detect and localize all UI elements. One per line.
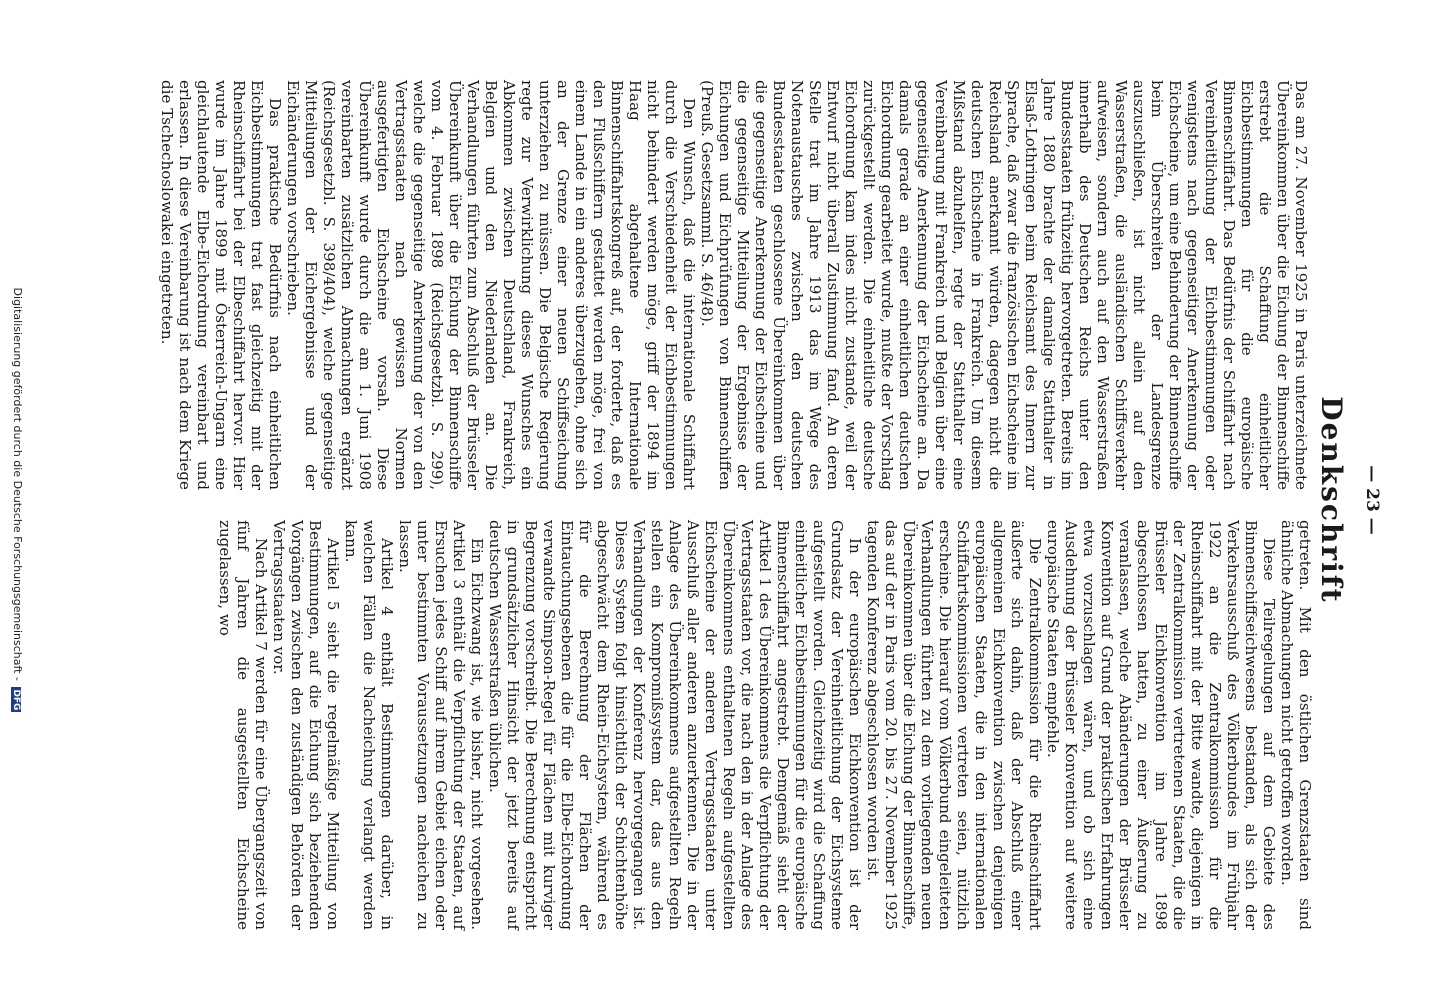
paragraph: In der europäischen Eichkonvention ist der Grundsatz der Vereinheitlichung der Eichsysteme aufgestellt worden. Gleichzeitig wird die Schaffung einheitlicher Eichbestimmungen für die europäische Binnenschiffahrt angestrebt. Demgemäß sieht der Artikel 1 des Übereinkommens die Verpflichtung der Vertragsstaaten vor, die nach den in der Anlage des Übereinkommens enthaltenen Regeln aufgestellten Eichscheine der anderen Vertragsstaaten unter Ausschluß aller anderen anzuerkennen. Die in der Anlage des Übereinkommens aufgestellten Regeln stellen ein Kompromißsystem dar, das aus den Verhandlungen der Konferenz hervorgegangen ist. Dieses System folgt hinsichtlich der Schichtenhöhe abgeschwächt dem Rhein-Eichsystem, während es für die Berechnung der Flächen der Eintauchungsebenen die für die Elbe-Eichordnung verwandte Simpson-Regel für Flächen mit kurviger Begrenzung vorschreibt. Die Berechnung entspricht in grundsätzlicher Hinsicht der jetzt bereits auf deutschen Wasserstraßen üblichen.: [486, 520, 864, 930]
paragraph: Den Wunsch, daß die internationale Schiffahrt durch die Verschiedenheit der Eichbestimmungen nicht behindert werden möge, griff der 1894 im Haag abgehaltene Internationale Binnenschiffahrtskongreß auf, der forderte, daß es den Flußschiffern gestattet werden möge, frei von einem Lande in ein anderes überzugehen, ohne sich an der Grenze einer neuen Schiffseichung unterziehen zu müssen. Die Belgische Regierung regte zur Verwirklichung dieses Wunsches ein Abkommen zwischen Deutschland, Frankreich, Belgien und den Niederlanden an. Die Verhandlungen führten zum Abschluß der Brüsseler Übereinkunft über die Eichung der Binnenschiffe vom 4. Februar 1898 (Reichsgesetzbl. S. 299), welche die gegenseitige Anerkennung der von den Vertragsstaaten nach gewissen Normen ausgefertigten Eichscheine vorsah. Diese Übereinkunft wurde durch die am 1. Juni 1908 vereinbarten zusätzlichen Abmachungen ergänzt (Reichsgesetzbl. S. 398/404), welche gegenseitige Mitteilungen der Eichergebnisse und der Eichänderungen vorschrieben.: [284, 80, 698, 490]
paragraph: Das praktische Bedürfnis nach einheitlichen Eichbestimmungen trat fast gleichzeitig mit der Rheinschiffahrt bei der Elbeschiffahrt hervor. Hier wurde im Jahre 1899 mit Österreich-Ungarn eine gleichlautende Elbe-Eichordnung vereinbart und erlassen. In diese Vereinbarung ist nach dem Kriege die Tschechoslowakei eingetreten.: [158, 80, 284, 490]
page-heading: Denkschrift: [1315, 396, 1348, 604]
paragraph: Das am 27. November 1925 in Paris unterzeichnete Übereinkommen über die Eichung der Binnenschiffe erstrebt die Schaffung einheitlicher Eichbestimmungen für die europäische Binnenschiffahrt. Das Bedürfnis der Schiffahrt nach Vereinheitlichung der Eichbestimmungen oder wenigstens nach gegenseitiger Anerkennung der Eichscheine, um eine Behinderung der Binnenschiffe beim Überschreiten der Landesgrenze auszuschließen, ist nicht allein auf den Wasserstraßen, die ausländischen Schiffsverkehr aufweisen, sondern auch auf den Wasserstraßen innerhalb des Deutschen Reichs unter den Bundesstaaten frühzeitig hervorgetreten. Bereits im Jahre 1880 brachte der damalige Statthalter in Elsaß-Lothringen beim Reichsamt des Innern zur Sprache, daß zwar die französischen Eichscheine im Reichsland anerkannt würden, dagegen nicht die deutschen Eichscheine in Frankreich. Um diesem Mißstand abzuhelfen, regte der Statthalter eine Vereinbarung mit Frankreich und Belgien über eine gegenseitige Anerkennung der Eichscheine an. Da damals gerade an einer einheitlichen deutschen Eichordnung gearbeitet wurde, mußte der Vorschlag zurückgestellt werden. Die einheitliche deutsche Eichordnung kam indes nicht zustande, weil der Entwurf nicht überall Zustimmung fand. An deren Stelle trat im Jahre 1913 das im Wege des Notenaustausches zwischen den deutschen Bundesstaaten geschlossene Übereinkommen über die gegenseitige Anerkennung der Eichscheine und die gegenseitige Mitteilung der Ergebnisse der Eichungen und Eichprüfungen von Binnenschiffen (Preuß. Gesetzsamml. S. 46/48).: [698, 80, 1310, 490]
dfg-logo: DFG: [11, 689, 21, 711]
paragraph: Die Zentralkommission für die Rheinschiffahrt äußerte sich dahin, daß der Abschluß einer allgemeinen Eichkonvention zwischen denjenigen europäischen Staaten, die in den internationalen Schiffahrtskommissionen vertreten seien, nützlich erscheine. Die hierauf vom Völkerbund eingeleiteten Verhandlungen führten zu dem vorliegenden neuen Übereinkommen über die Eichung der Binnenschiffe, das auf der in Paris vom 20. bis 27. November 1925 tagenden Konferenz abgeschlossen worden ist.: [864, 520, 1044, 930]
paragraph: Ein Eichzwang ist, wie bisher, nicht vorgesehen. Artikel 3 enthält die Verpflichtung der Staaten, auf Ersuchen jedes Schiff auf ihrem Gebiet eichen oder unter bestimmten Voraussetzungen nacheichen zu lassen.: [396, 520, 486, 930]
page-number: — 23 —: [1362, 465, 1382, 535]
credit-text: Digitalisierung gefördert durch die Deutsche Forschungsgemeinschaft -: [11, 287, 24, 681]
paragraph: getreten. Mit den östlichen Grenzstaaten sind ähnliche Abmachungen nicht getroffen worden.: [1278, 520, 1314, 930]
digitization-credit: [11, 0, 24, 1000]
paragraph: Artikel 5 sieht die regelmäßige Mitteilung von Bestimmungen, auf die Eichung sich beziehenden Vorgängen zwischen den zuständigen Behörden der Vertragsstaaten vor.: [270, 520, 342, 930]
paragraph: Nach Artikel 7 werden für eine Übergangszeit von fünf Jahren die ausgestellten Eichscheine zugelassen, wo: [216, 520, 270, 930]
paragraph: Diese Teilregelungen auf dem Gebiete des Binnenschiffseichwesens bestanden, als sich der Verkehrsausschuß des Völkerbundes im Frühjahr 1922 an die Zentralkommission für die Rheinschiffahrt mit der Bitte wandte, diejenigen in der Zentralkommission vertretenen Staaten, die die Brüsseler Eichkonvention im Jahre 1898 abgeschlossen hatten, zu einer Äußerung zu veranlassen, welche Abänderungen der Brüsseler Konvention auf Grund der praktischen Erfahrungen etwa vorzuschlagen wären, und ob sich eine Ausdehnung der Brüsseler Konvention auf weitere europäische Staaten empfehle.: [1044, 520, 1278, 930]
paragraph: Artikel 4 enthält Bestimmungen darüber, in welchen Fällen die Nacheichung verlangt werden kann.: [342, 520, 396, 930]
right-text-column: [172, 520, 1314, 930]
left-text-column: [158, 80, 1310, 490]
